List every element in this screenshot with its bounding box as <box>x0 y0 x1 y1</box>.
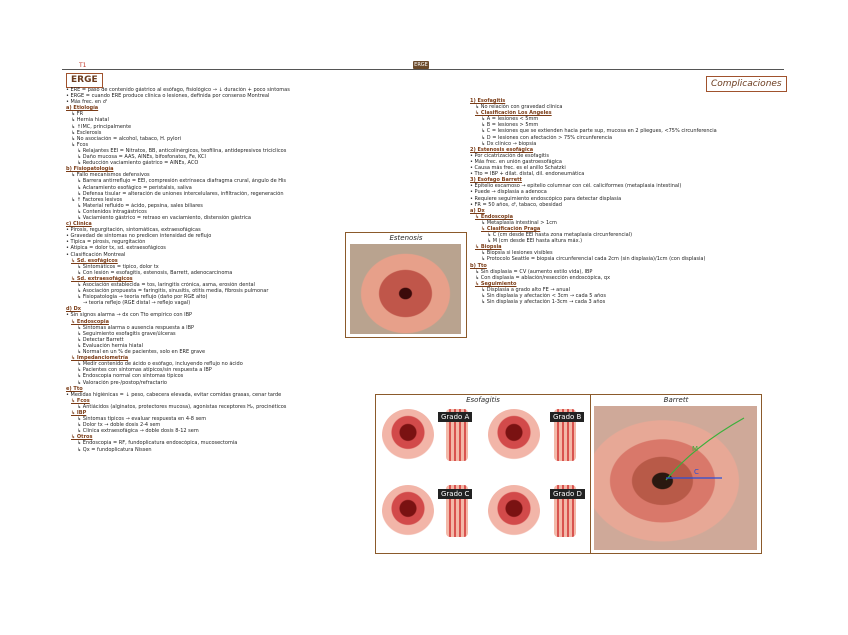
esofagitis-title: Esofagitis <box>466 396 500 404</box>
right-note-line: ↳ Protocolo Seattle = biopsia circunferencial cada 2cm (sin displasia)/1cm (con displasia) <box>481 256 706 263</box>
grade-c-label: Grado C <box>438 489 472 499</box>
right-note-line: • FR = 50 años, ♂, tabaco, obesidad <box>470 201 562 208</box>
left-note-line: ↳ Sd. extraesofágicos <box>71 275 133 282</box>
left-note-line: ↳ Pacientes con síntomas atípicos/sin respuesta a IBP <box>77 367 212 374</box>
right-note-line: • Por cicatrización de esofagitis <box>470 152 550 159</box>
barrett-c-label: C <box>694 468 699 476</box>
header-rule <box>62 69 784 70</box>
right-note-line: ↳ Sin displasia y afectación < 3cm → cada 5 años <box>481 293 606 299</box>
right-note-line: ↳ D = lesiones con afectación > 75% circunferencia <box>481 134 613 141</box>
header-tab[interactable]: ERGE <box>414 62 428 68</box>
left-note-line: • Atípica = dolor tx, sd. extraesofágicos <box>66 245 166 252</box>
left-note-line: ↳ Daño mucosa = AAS, AINEs, bifosfonatos, Fe, KCl <box>77 154 206 161</box>
right-note-line: ↳ Biopsia <box>475 244 502 251</box>
right-note-line: ↳ C (cm desde EEI hasta zona metaplasia circunferencial) <box>487 232 633 239</box>
left-note-line: ↳ FR <box>71 111 84 118</box>
left-note-line: ↳ Impedanciometría <box>71 355 129 362</box>
right-note-line: 2) Estenosis esofágica <box>470 146 534 153</box>
right-note-line: ↳ A = lesiones < 5mm <box>481 116 539 123</box>
grade-b-label: Grado B <box>550 412 584 422</box>
right-note-line: • Tto = IBP + dilat. distal, dil. endoneumática <box>470 171 585 178</box>
left-note-line: ↳ Asociación propuesta = faringitis, sinusitis, otitis media, fibrosis pulmonar <box>77 288 269 295</box>
right-note-line: ↳ Seguimiento <box>475 280 517 287</box>
right-notes-column <box>470 98 770 305</box>
left-note-line: ↳ Evaluación hernia hiatal <box>77 342 143 349</box>
left-note-line: ↳ Fcos <box>71 141 89 148</box>
right-note-line: ↳ Metaplasia intestinal > 1cm <box>481 219 557 226</box>
left-note-line: ↳ Endoscopia = RF, fundoplicatura endoscópica, mucosectomía <box>77 440 238 447</box>
left-note-line: c) Clínica <box>66 221 92 228</box>
left-note-line: ↳ Asociación establecida = tos, laringitis crónica, asma, erosión dental <box>77 282 255 288</box>
left-note-line: a) Etiología <box>66 105 99 112</box>
left-note-line: ↳ Fallo mecanismos defensivos <box>71 172 150 179</box>
left-note-line: ↳ Relajantes EEI = Nitratos, BB, anticolinérgicos, teofilina, antidepresivos tricíclicos <box>77 147 287 154</box>
right-note-line: ↳ No relación con gravedad clínica <box>475 104 563 111</box>
left-note-line: ↳ Hernia hiatal <box>71 117 109 124</box>
left-note-line: d) Dx <box>66 306 81 313</box>
left-note-line: ↳ Defensa tisular = alteración de uniones intercelulares, infiltración, regeneración <box>77 190 284 197</box>
barrett-m-line <box>666 418 744 480</box>
page-title: ERGE <box>66 73 103 88</box>
left-note-line: • Pirosis, regurgitación, sintomáticas, extraesofágicas <box>66 227 201 234</box>
left-note-line: ↳ Otros <box>71 434 93 441</box>
right-note-line: ↳ Sin displasia y afectación 1-3cm → cada 3 años <box>481 299 606 306</box>
grade-c-image <box>382 485 434 537</box>
barrett-annotations <box>594 406 757 550</box>
complications-title: Complicaciones <box>706 76 787 92</box>
right-note-line: a) Dx <box>470 207 485 214</box>
right-note-line: 1) Esofagitis <box>470 98 506 104</box>
left-note-line: ↳ Sd. esofágicos <box>71 257 118 264</box>
left-note-line: ↳ Qx = fundoplicatura Nissen <box>77 446 152 453</box>
left-note-line: e) Tto <box>66 385 83 392</box>
right-note-line: ↳ B = lesiones > 5mm <box>481 122 539 129</box>
grade-a-image <box>382 409 434 461</box>
right-note-line: ↳ Dx clínico → biopsia <box>481 140 537 147</box>
left-note-line: ↳ Endoscopia normal con síntomas típicos <box>77 373 184 380</box>
right-note-line: ↳ Clasificación Praga <box>481 225 541 232</box>
left-note-line: ↳ ↑IMC, principalmente <box>71 123 132 130</box>
right-note-line: • Epitelio escamoso → epitelio columnar con cél. caliciformes (metaplasia intestinal) <box>470 183 682 190</box>
estenosis-figure <box>345 232 467 338</box>
right-note-line: ↳ C = lesiones que se extienden hacia parte sup, mucosa en 2 pliegues, <75% circunferencia <box>481 128 717 135</box>
left-note-line: • Típica = pirosis, regurgitación <box>66 239 146 246</box>
left-note-line: • Clasificación Montreal <box>66 251 126 258</box>
right-note-line: ↳ Clasificación Los Ángeles <box>475 110 552 117</box>
left-note-line: ↳ Síntomas alarma o ausencia respuesta a IBP <box>77 324 195 331</box>
left-note-line: ↳ Clínica extraesofágica → doble dosis 8-12 sem <box>77 428 199 435</box>
left-note-line: ↳ Esclerosis <box>71 129 102 136</box>
left-note-line: ↳ Barrera antirreflujo = EEI, compresión extrínseca diafragma crural, ángulo de His <box>77 178 287 185</box>
left-note-line: ↳ Contenidos intragástricos <box>77 208 147 215</box>
left-note-line: b) Fisiopatología <box>66 166 114 173</box>
left-note-line: ↳ Material refluido = ácido, pepsina, sales biliares <box>77 202 203 209</box>
esofagitis-figure <box>375 394 591 554</box>
corner-mark: T1 <box>79 62 87 69</box>
estenosis-photo <box>350 244 461 334</box>
left-note-line: • Medidas higiénicas = ↓ peso, cabecera elevada, evitar comidas grasas, cenar tarde <box>66 391 282 398</box>
right-note-line: • Puede → displasia a adenoca <box>470 189 547 196</box>
barrett-figure <box>590 394 762 554</box>
right-note-line: • Requiere seguimiento endoscópico para detectar displasia <box>470 195 622 202</box>
grade-d-image <box>488 485 540 537</box>
left-note-line: ↳ No asociación = alcohol, tabaco, H. pylori <box>71 135 182 142</box>
estenosis-title: Estenosis <box>389 234 423 242</box>
left-note-line: ↳ Sintomáticos = típico, dolor tx <box>77 263 159 270</box>
grade-d-label: Grado D <box>550 489 585 499</box>
left-note-line: ↳ Normal en un % de pacientes, solo en ERE grave <box>77 349 206 356</box>
left-note-line: ↳ Medir contenido de ácido o esófago, incluyendo reflujo no ácido <box>77 361 243 368</box>
left-note-line: ↳ Aclaramiento esofágico = peristalsis, saliva <box>77 184 192 191</box>
right-note-line: • Más frec. en unión gastroesofágica <box>470 158 562 165</box>
left-note-line: • Gravedad de síntomas no predicen intensidad de reflujo <box>66 233 212 240</box>
left-note-line: ↳ IBP <box>71 409 87 416</box>
barrett-title: Barrett <box>663 396 689 404</box>
left-note-line: • ERE = paso de contenido gástrico al esófago, fisiológico → ↓ duración + poco sintomas <box>66 87 290 93</box>
left-note-line: ↳ Valoración pre-/postop/refractario <box>77 379 167 386</box>
right-note-line: 3) Esófago Barrett <box>470 177 522 184</box>
left-note-line: ↳ Antiácidos (alginatos, protectores mucosa), agonistas receptores H₂, procinéticos <box>77 403 287 410</box>
left-note-line: ↳ Fisiopatología → teoría reflujo (daño por RGE alto) <box>77 294 208 301</box>
left-note-line: ↳ Con lesión = esofagitis, estenosis, Barrett, adenocarcinoma <box>77 269 233 276</box>
left-note-line: ↳ Dolor tx → doble dosis 2-4 sem <box>77 422 161 429</box>
left-note-line: ↳ Vaciamiento gástrico = retraso en vaciamiento, distensión gástrica <box>77 214 251 221</box>
left-note-line: ↳ Detectar Barrett <box>77 336 124 343</box>
left-note-line: ↳ ↑ Factores lesivos <box>71 196 123 203</box>
right-note-line: ↳ Con displasia = ablación/resección endoscópica, qx <box>475 274 611 281</box>
right-note-line: b) Tto <box>470 262 487 269</box>
barrett-m-label: M <box>692 445 699 453</box>
left-note-line: • Sin signos alarma → dx con Tto empírico con IBP <box>66 312 193 319</box>
right-note-line: ↳ Endoscopia <box>475 213 513 220</box>
right-note-line: ↳ Displasia a grado alto FE → anual <box>481 286 570 293</box>
left-note-line: ↳ Reducción vaciamiento gástrico = AINEs, ACO <box>77 160 199 167</box>
right-note-line: ↳ Biopsia si lesiones visibles <box>481 250 553 257</box>
left-note-line: • Más frec. en ♂ <box>66 99 108 106</box>
barrett-photo <box>594 406 757 550</box>
grade-b-image <box>488 409 540 461</box>
left-note-line: • ERGE = cuando ERE produce clínica o lesiones, definida por consenso Montreal <box>66 93 270 100</box>
right-note-line: • Causa más frec. es el anillo Schatzki <box>470 165 566 172</box>
left-note-line: → teoría reflejo (RGE distal → reflejo vagal) <box>83 300 191 307</box>
grade-a-label: Grado A <box>438 412 472 422</box>
left-note-line: ↳ Fcos <box>71 397 90 404</box>
left-note-line: ↳ Endoscopia <box>71 318 109 325</box>
right-note-line: ↳ M (cm desde EEI hasta altura máx.) <box>487 238 583 245</box>
right-note-line: ↳ Sin displasia = CV (aumento estilo vida), IBP <box>475 268 593 275</box>
left-note-line: ↳ Síntomas típicos → evaluar respuesta en 4-8 sem <box>77 416 207 423</box>
left-note-line: ↳ Seguimiento esofagitis grave/úlceras <box>77 330 176 337</box>
